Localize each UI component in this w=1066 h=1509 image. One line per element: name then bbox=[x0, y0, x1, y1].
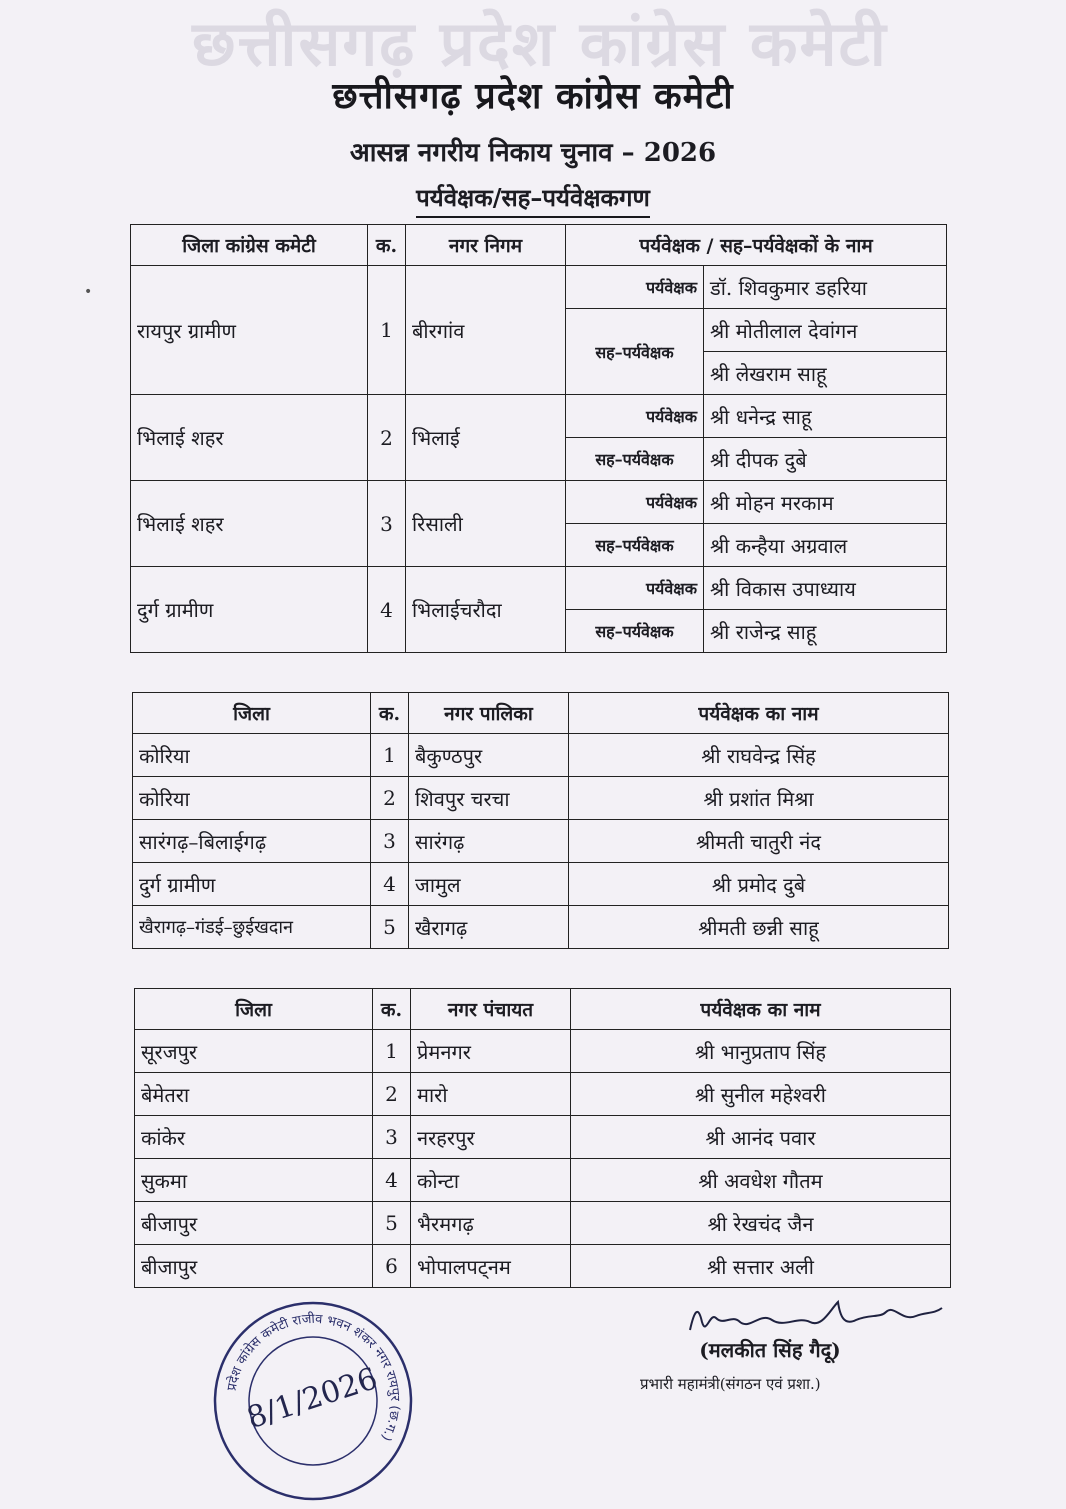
table-row bbox=[133, 820, 949, 863]
serial-cell: 2 bbox=[373, 1073, 411, 1116]
table-row bbox=[135, 1073, 951, 1116]
role-cell: सह–पर्यवेक्षक bbox=[566, 524, 704, 567]
serial-cell: 6 bbox=[373, 1245, 411, 1288]
signatory-designation: प्रभारी महामंत्री(संगठन एवं प्रशा.) bbox=[640, 1375, 821, 1393]
serial-cell: 4 bbox=[373, 1159, 411, 1202]
co-observer-name: श्री मोतीलाल देवांगन bbox=[704, 309, 947, 352]
table-row bbox=[133, 863, 949, 906]
district-cell: खैरागढ़–गंडई–छुईखदान bbox=[133, 906, 371, 949]
column-header: जिला bbox=[133, 693, 371, 734]
table-row bbox=[131, 481, 947, 524]
district-cell: रायपुर ग्रामीण bbox=[131, 266, 368, 395]
city-cell: भिलाईचरौदा bbox=[406, 567, 566, 653]
observer-name: श्री मोहन मरकाम bbox=[704, 481, 947, 524]
column-header: पर्यवेक्षक का नाम bbox=[571, 989, 951, 1030]
official-seal-stamp bbox=[208, 1296, 418, 1506]
serial-cell: 2 bbox=[371, 777, 409, 820]
city-cell: भोपालपट्नम bbox=[411, 1245, 571, 1288]
role-cell: पर्यवेक्षक bbox=[566, 567, 704, 610]
city-cell: कोन्टा bbox=[411, 1159, 571, 1202]
table-row bbox=[131, 567, 947, 610]
district-cell: बीजापुर bbox=[135, 1245, 373, 1288]
city-cell: नरहरपुर bbox=[411, 1116, 571, 1159]
nagar-panchayat-table bbox=[134, 988, 951, 1288]
table-header-row bbox=[131, 225, 947, 266]
co-observer-name: श्री लेखराम साहू bbox=[704, 352, 947, 395]
observer-name: श्रीमती छन्नी साहू bbox=[569, 906, 949, 949]
role-cell: पर्यवेक्षक bbox=[566, 481, 704, 524]
serial-cell: 1 bbox=[368, 266, 406, 395]
column-header: जिला bbox=[135, 989, 373, 1030]
city-cell: प्रेमनगर bbox=[411, 1030, 571, 1073]
city-cell: जामुल bbox=[409, 863, 569, 906]
table-row bbox=[131, 395, 947, 438]
serial-cell: 4 bbox=[371, 863, 409, 906]
table-row bbox=[135, 1245, 951, 1288]
nagar-palika-table bbox=[132, 692, 949, 949]
table-row bbox=[133, 906, 949, 949]
column-header: क. bbox=[373, 989, 411, 1030]
observer-name: श्री रेखचंद जैन bbox=[571, 1202, 951, 1245]
role-cell: सह–पर्यवेक्षक bbox=[566, 309, 704, 395]
district-cell: भिलाई शहर bbox=[131, 395, 368, 481]
role-cell: पर्यवेक्षक bbox=[566, 266, 704, 309]
serial-cell: 2 bbox=[368, 395, 406, 481]
svg-text:प्रदेश कांग्रेस कमेटी राजीव भव: प्रदेश कांग्रेस कमेटी राजीव भवन शंकर नगर रायपुर (छ.ग.) bbox=[224, 1311, 403, 1444]
observer-name: श्रीमती चातुरी नंद bbox=[569, 820, 949, 863]
serial-cell: 3 bbox=[373, 1116, 411, 1159]
district-cell: दुर्ग ग्रामीण bbox=[133, 863, 371, 906]
district-cell: कांकेर bbox=[135, 1116, 373, 1159]
observer-name: श्री प्रशांत मिश्रा bbox=[569, 777, 949, 820]
serial-cell: 5 bbox=[373, 1202, 411, 1245]
city-cell: रिसाली bbox=[406, 481, 566, 567]
table-row bbox=[135, 1116, 951, 1159]
column-header: जिला कांग्रेस कमेटी bbox=[131, 225, 368, 266]
table-row bbox=[135, 1030, 951, 1073]
city-cell: शिवपुर चरचा bbox=[409, 777, 569, 820]
stray-mark: • bbox=[84, 284, 93, 300]
document-header bbox=[0, 70, 1066, 218]
role-cell: पर्यवेक्षक bbox=[566, 395, 704, 438]
observer-name: श्री अवधेश गौतम bbox=[571, 1159, 951, 1202]
city-cell: भैरमगढ़ bbox=[411, 1202, 571, 1245]
table-header-row bbox=[135, 989, 951, 1030]
city-cell: बैकुण्ठपुर bbox=[409, 734, 569, 777]
serial-cell: 3 bbox=[371, 820, 409, 863]
role-cell: सह–पर्यवेक्षक bbox=[566, 438, 704, 481]
observer-name: श्री सत्तार अली bbox=[571, 1245, 951, 1288]
serial-cell: 3 bbox=[368, 481, 406, 567]
co-observer-name: श्री कन्हैया अग्रवाल bbox=[704, 524, 947, 567]
page-subtitle: आसन्न नगरीय निकाय चुनाव – 2026 bbox=[349, 138, 717, 168]
district-cell: बीजापुर bbox=[135, 1202, 373, 1245]
city-cell: भिलाई bbox=[406, 395, 566, 481]
table-header-row bbox=[133, 693, 949, 734]
district-cell: बेमेतरा bbox=[135, 1073, 373, 1116]
co-observer-name: श्री राजेन्द्र साहू bbox=[704, 610, 947, 653]
background-watermark-text: छत्तीसगढ़ प्रदेश कांग्रेस कमेटी bbox=[192, 7, 888, 80]
observer-name: श्री आनंद पवार bbox=[571, 1116, 951, 1159]
column-header: पर्यवेक्षक का नाम bbox=[569, 693, 949, 734]
handwritten-signature bbox=[680, 1292, 950, 1342]
serial-cell: 1 bbox=[373, 1030, 411, 1073]
column-header: नगर निगम bbox=[406, 225, 566, 266]
serial-cell: 1 bbox=[371, 734, 409, 777]
table-row bbox=[131, 266, 947, 309]
column-header: नगर पंचायत bbox=[411, 989, 571, 1030]
column-header: पर्यवेक्षक / सह–पर्यवेक्षकों के नाम bbox=[566, 225, 947, 266]
district-cell: कोरिया bbox=[133, 777, 371, 820]
city-cell: बीरगांव bbox=[406, 266, 566, 395]
city-cell: सारंगढ़ bbox=[409, 820, 569, 863]
observer-name: श्री भानुप्रताप सिंह bbox=[571, 1030, 951, 1073]
page-title: छत्तीसगढ़ प्रदेश कांग्रेस कमेटी bbox=[332, 75, 734, 117]
column-header: क. bbox=[371, 693, 409, 734]
observer-name: श्री प्रमोद दुबे bbox=[569, 863, 949, 906]
co-observer-name: श्री दीपक दुबे bbox=[704, 438, 947, 481]
district-cell: सुकमा bbox=[135, 1159, 373, 1202]
column-header: नगर पालिका bbox=[409, 693, 569, 734]
city-cell: खैरागढ़ bbox=[409, 906, 569, 949]
table-row bbox=[133, 734, 949, 777]
serial-cell: 5 bbox=[371, 906, 409, 949]
observer-name: श्री धनेन्द्र साहू bbox=[704, 395, 947, 438]
serial-cell: 4 bbox=[368, 567, 406, 653]
signatory-name: (मलकीत सिंह गैदू) bbox=[699, 1338, 841, 1362]
observer-name: श्री विकास उपाध्याय bbox=[704, 567, 947, 610]
observer-name: श्री राघवेन्द्र सिंह bbox=[569, 734, 949, 777]
district-cell: कोरिया bbox=[133, 734, 371, 777]
svg-text:8/1/2026: 8/1/2026 bbox=[242, 1361, 382, 1437]
table-row bbox=[135, 1202, 951, 1245]
table-row bbox=[133, 777, 949, 820]
section-heading: पर्यवेक्षक/सह–पर्यवेक्षकगण bbox=[416, 181, 650, 218]
city-cell: मारो bbox=[411, 1073, 571, 1116]
district-cell: सारंगढ़–बिलाईगढ़ bbox=[133, 820, 371, 863]
district-cell: भिलाई शहर bbox=[131, 481, 368, 567]
observer-name: श्री सुनील महेश्वरी bbox=[571, 1073, 951, 1116]
column-header: क. bbox=[368, 225, 406, 266]
district-cell: सूरजपुर bbox=[135, 1030, 373, 1073]
nagar-nigam-table bbox=[130, 224, 947, 653]
role-cell: सह–पर्यवेक्षक bbox=[566, 610, 704, 653]
table-row bbox=[135, 1159, 951, 1202]
district-cell: दुर्ग ग्रामीण bbox=[131, 567, 368, 653]
observer-name: डॉ. शिवकुमार डहरिया bbox=[704, 266, 947, 309]
